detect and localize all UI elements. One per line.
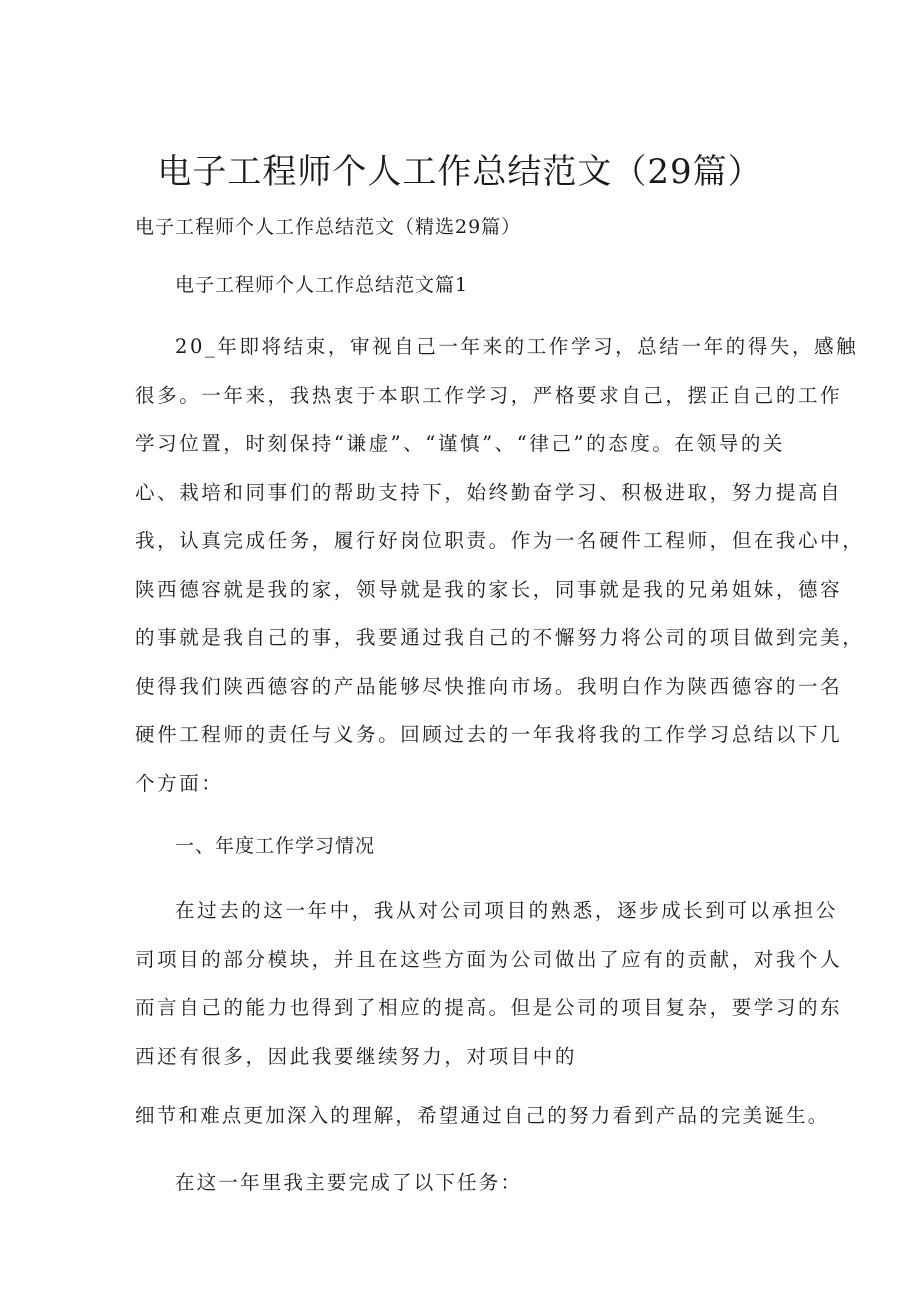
paragraph-3: 细节和难点更加深入的理解，希望通过自己的努力看到产品的完美诞生。 — [135, 1104, 830, 1127]
paragraph-line: 我，认真完成任务，履行好岗位职责。作为一名硬件工程师，但在我心中， — [135, 529, 865, 552]
paragraph-2 — [135, 887, 843, 1081]
paragraph-line: 20_年即将结束，审视自己一年来的工作学习，总结一年的得失，感触 — [175, 335, 859, 358]
paragraph-line: 西还有很多，因此我要继续努力，对项目中的 — [135, 1044, 578, 1068]
paragraph-line: 心、栽培和同事们的帮助支持下，始终勤奋学习、积极进取，努力提高自 — [135, 480, 843, 504]
subsection-heading: 一、年度工作学习情况 — [175, 835, 376, 857]
paragraph-line: 学习位置，时刻保持“谦虚”、“谨慎”、“律己”的态度。在领导的关 — [135, 432, 786, 455]
paragraph-line: 在过去的这一年中，我从对公司项目的熟悉，逐步成长到可以承担公 — [175, 899, 839, 922]
paragraph-4: 在这一年里我主要完成了以下任务： — [175, 1171, 523, 1194]
paragraph-line: 而言自己的能力也得到了相应的提高。但是公司的项目复杂，要学习的东 — [135, 996, 843, 1019]
paragraph-line: 的事就是我自己的事，我要通过我自己的不懈努力将公司的项目做到完美， — [135, 626, 865, 649]
document-subtitle: 电子工程师个人工作总结范文（精选29篇） — [135, 216, 522, 238]
paragraph-line: 陕西德容就是我的家，领导就是我的家长，同事就是我的兄弟姐妹，德容 — [135, 577, 843, 601]
paragraph-line: 硬件工程师的责任与义务。回顾过去的一年我将我的工作学习总结以下几 — [135, 723, 843, 746]
document-title: 电子工程师个人工作总结范文（29篇） — [157, 152, 763, 192]
paragraph-line: 很多。一年来，我热衷于本职工作学习，严格要求自己，摆正自己的工作 — [135, 383, 843, 407]
paragraph-1 — [135, 323, 865, 808]
paragraph-line: 个方面： — [135, 771, 224, 795]
paragraph-line: 司项目的部分模块，并且在这些方面为公司做出了应有的贡献，对我个人 — [135, 947, 843, 971]
paragraph-line: 使得我们陕西德容的产品能够尽快推向市场。我明白作为陕西德容的一名 — [135, 674, 843, 698]
section-heading: 电子工程师个人工作总结范文篇1 — [175, 274, 469, 296]
